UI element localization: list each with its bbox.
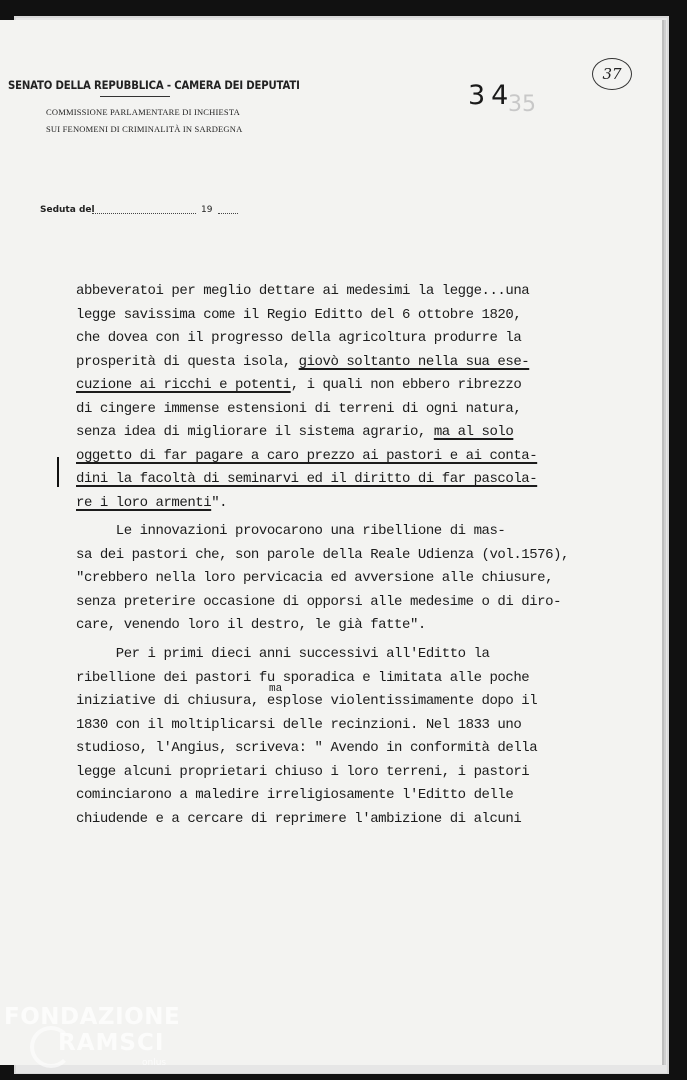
document-page xyxy=(0,20,662,1065)
text-line xyxy=(76,495,227,511)
text-line: abbeveratoi per meglio dettare ai medesimi la legge...una xyxy=(76,283,530,299)
commission-line-1: COMMISSIONE PARLAMENTARE DI INCHIESTA xyxy=(46,107,240,117)
session-date-blank xyxy=(92,213,196,214)
margin-mark xyxy=(57,457,59,487)
text-line: "crebbero nella loro pervicacia ed avversione alle chiusure, xyxy=(76,570,554,586)
faint-page-number: 35 xyxy=(508,92,536,117)
underlined-segment: giovò soltanto nella sua ese- xyxy=(298,353,530,370)
text-line: di cingere immense estensioni di terreni di ogni natura, xyxy=(76,400,522,417)
text-line: legge savissima come il Regio Editto del 6 ottobre 1820, xyxy=(76,306,522,323)
text-line: iniziative di chiusura, esplose violentissimamente dopo il xyxy=(76,693,538,709)
text-line: studioso, l'Angius, scriveva: " Avendo in conformità della xyxy=(76,740,538,756)
session-label: Seduta del xyxy=(40,205,95,215)
handwritten-page-number: 34 xyxy=(468,80,515,111)
commission-line-2: SUI FENOMENI DI CRIMINALITÀ IN SARDEGNA xyxy=(46,124,243,134)
header-rule xyxy=(100,96,170,97)
text-line: chiudende e a cercare di reprimere l'ambizione di alcuni xyxy=(76,810,522,827)
text-line: che dovea con il progresso della agricoltura produrre la xyxy=(76,330,522,346)
underlined-line: dini la facoltà di seminarvi ed il diritto di far pascola- xyxy=(76,471,538,487)
underlined-segment: cuzione ai ricchi e potenti xyxy=(76,377,291,393)
text-line: Per i primi dieci anni successivi all'Editto la xyxy=(76,646,490,662)
text-segment: ". xyxy=(211,494,228,511)
text-line: Le innovazioni provocarono una ribellione di mas- xyxy=(76,523,506,539)
watermark-line-2: RAMSCI xyxy=(58,1030,165,1056)
session-year-blank xyxy=(218,213,238,214)
text-line: care, venendo loro il destro, le già fatte". xyxy=(76,617,426,633)
text-segment: senza idea di migliorare il sistema agrario, xyxy=(76,424,434,440)
text-line: ribellione dei pastori fu sporadica e limitata alle poche xyxy=(76,669,530,686)
session-year-prefix: 19 xyxy=(201,205,213,215)
watermark-line-1: FONDAZIONE xyxy=(4,1004,181,1030)
handwritten-insert: ma xyxy=(269,683,283,695)
underlined-segment: re i loro armenti xyxy=(76,494,212,511)
watermark-suffix: onlus xyxy=(142,1058,167,1068)
text-line: cominciarono a maledire irreligiosamente l'Editto delle xyxy=(76,787,514,803)
archive-number-circled: 37 xyxy=(592,58,632,90)
text-segment: , i quali non ebbero ribrezzo xyxy=(290,377,522,393)
text-line: 1830 con il moltiplicarsi delle recinzioni. Nel 1833 uno xyxy=(76,716,522,733)
text-line: senza preterire occasione di opporsi alle medesime o di diro- xyxy=(76,593,562,610)
text-segment: prosperità di questa isola, xyxy=(76,353,299,370)
text-line xyxy=(76,377,521,393)
underlined-line: oggetto di far pagare a caro prezzo ai pastori e ai conta- xyxy=(76,447,538,464)
text-line xyxy=(76,354,529,370)
text-line xyxy=(76,424,513,440)
text-line: sa dei pastori che, son parole della Reale Udienza (vol.1576), xyxy=(76,546,569,563)
underlined-segment: ma al solo xyxy=(433,424,514,440)
text-line: legge alcuni proprietari chiuso i loro terreni, i pastori xyxy=(76,763,530,780)
institution-header: SENATO DELLA REPUBBLICA - CAMERA DEI DEPUTATI xyxy=(8,78,300,92)
